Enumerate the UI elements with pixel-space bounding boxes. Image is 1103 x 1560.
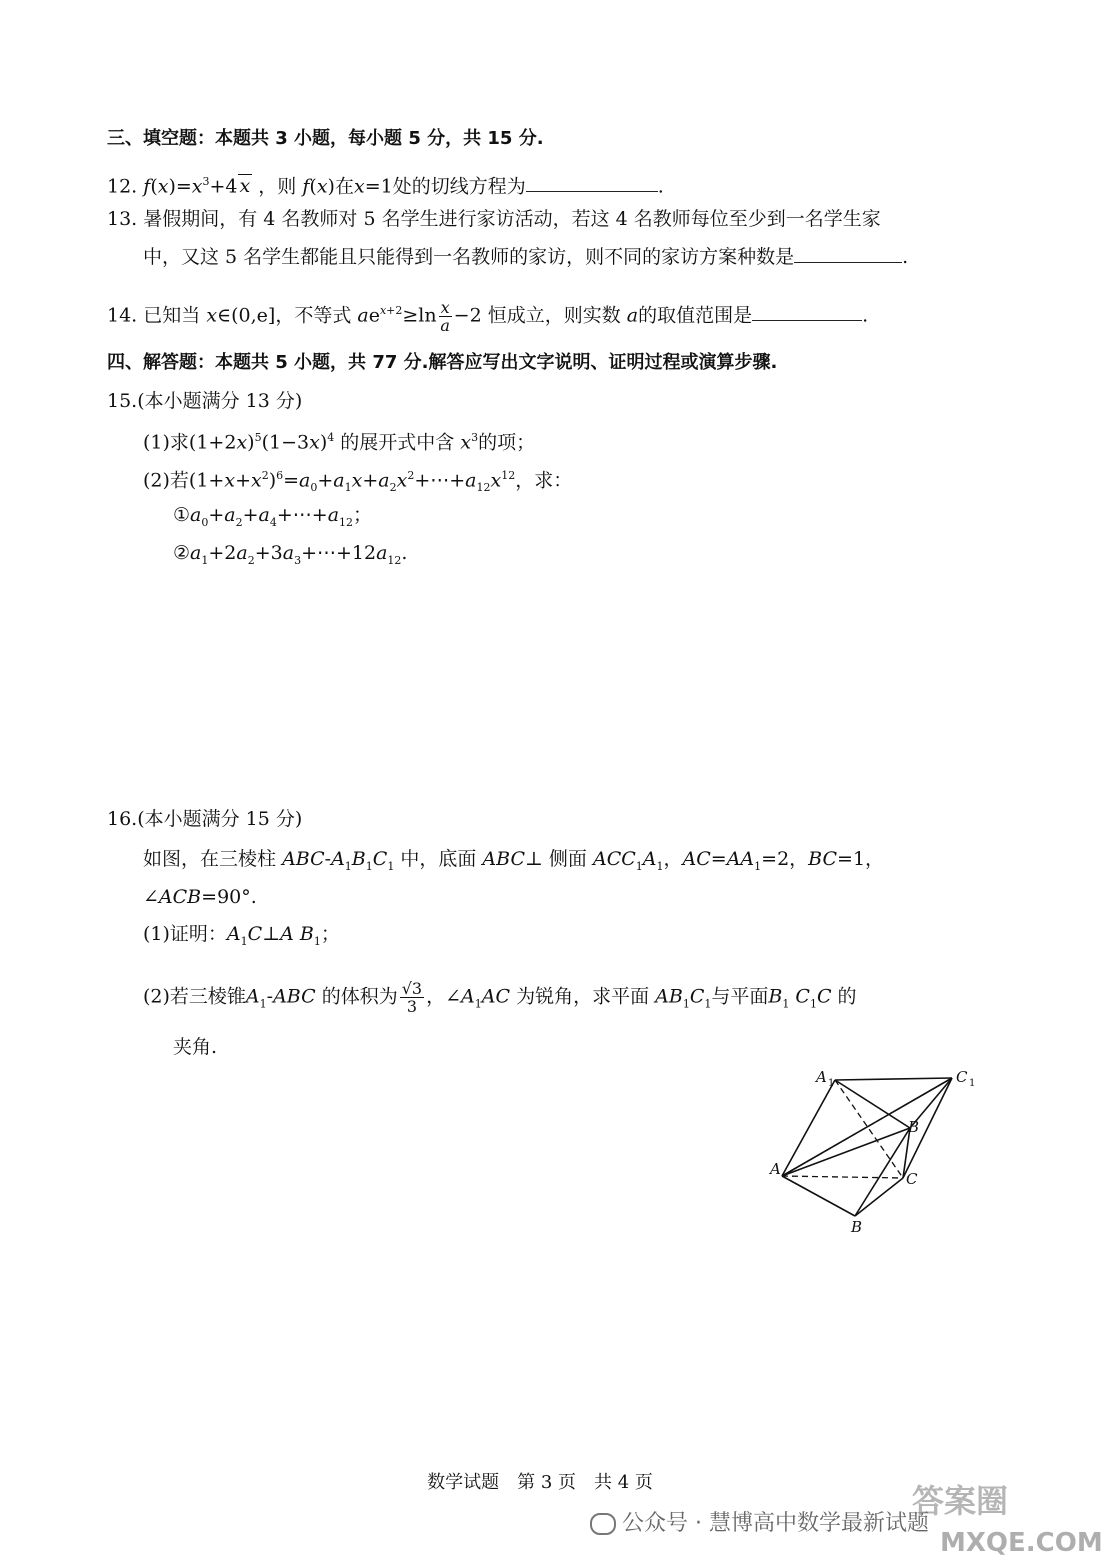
q16-number: 16.: [107, 808, 138, 830]
question-16-part2: (2)若三棱锥$A_1$-ABC 的体积为 $\frac{√3}{3}$ ，$\angle A_1AC$ 为锐角，求平面 $AB_1C_1$与平面$B_1$ $C_1C$ 的: [143, 979, 857, 1016]
question-13-line1: [107, 206, 881, 232]
prism-figure: [760, 1060, 990, 1240]
question-15-part2: (2)若$(1+x+x^2)^6=a_0+a_1x+a_2x^2+\cdots+a_{12}x^{12}$，求：: [143, 469, 573, 495]
q13-end: .: [902, 246, 909, 268]
wechat-watermark: [590, 1506, 929, 1537]
edge-A1C-dashed: [835, 1080, 903, 1178]
q14-text-a: 已知当: [143, 304, 201, 327]
q16-intro-b: 中，底面: [400, 848, 477, 870]
label-C1-sub: 1: [969, 1078, 976, 1089]
q15-part2-b: ，求：: [515, 469, 573, 492]
q12-text-c: 处的切线方程为: [392, 175, 526, 198]
q14-text-c: 恒成立，则实数: [487, 304, 621, 327]
edge-AB1: [782, 1128, 910, 1176]
section-4-heading: 四、解答题：本题共 5 小题，共 77 分.解答应写出文字说明、证明过程或演算步骤.: [107, 352, 778, 373]
question-12: 12. $f(x)=x^3+4$ x ，则 f(x)在x=1处的切线方程为 .: [107, 175, 664, 198]
q15-sub2-marker: ②: [173, 542, 191, 564]
q14-end: .: [862, 304, 869, 327]
edge-AC-dashed: [782, 1176, 903, 1178]
edge-A1B1: [835, 1080, 910, 1128]
q16-intro-c: ⊥ 侧面: [525, 848, 587, 870]
q16-part2-f: 夹角.: [173, 1036, 218, 1058]
q16-part2-d: 与平面: [711, 985, 769, 1008]
label-A1-sub: 1: [828, 1078, 835, 1089]
question-16-intro: 如图，在三棱柱 ABC-$A_1B_1C_1$ 中，底面 ABC⊥ 侧面 $ACC_1A_1$，$AC=AA_1=2$，BC=1，: [143, 848, 885, 873]
page-footer: 数学试题 第 3 页 共 4 页: [427, 1472, 653, 1493]
q14-text-b: ，不等式: [275, 304, 352, 327]
site-watermark: MXQE.COM: [940, 1528, 1103, 1558]
q15-title: (本小题满分 13 分): [137, 390, 303, 412]
q16-intro-a: 如图，在三棱柱: [143, 848, 277, 870]
q16-part1-a: (1)证明：: [143, 923, 227, 945]
label-A1: A: [816, 1068, 827, 1086]
answer-blank[interactable]: [752, 302, 862, 321]
section-3-heading: 三、填空题：本题共 3 小题，每小题 5 分，共 15 分.: [107, 128, 544, 149]
question-14: 14. 已知当 x∈(0,e]，不等式 $ae^{x+2}\ge\ln$ $\frac{x}{a}$ −2 恒成立，则实数 a的取值范围是 .: [107, 297, 869, 335]
label-B: B: [851, 1218, 863, 1236]
q15-part1-b: 的展开式中含: [340, 431, 455, 454]
q14-text-d: 的取值范围是: [638, 304, 753, 327]
question-15-title: [107, 388, 302, 414]
q15-part1-a: (1)求: [143, 431, 189, 454]
label-C1: C: [956, 1068, 968, 1086]
question-16-angle: ∠ACB=90°.: [143, 886, 257, 908]
q16-part2-a: (2)若三棱锥: [143, 985, 246, 1008]
edge-B1B: [855, 1128, 910, 1216]
q12-text-a: ，则: [258, 175, 297, 198]
q16-title: (本小题满分 15 分): [137, 808, 303, 830]
logo-watermark: 答案圈: [912, 1482, 1009, 1520]
q13-number: 13.: [107, 208, 138, 230]
edge-A1C1: [835, 1078, 952, 1080]
q13-line2: 中，又这 5 名学生都能且只能得到一名教师的家访，则不同的家访方案种数是: [143, 246, 795, 268]
wechat-icon: [590, 1513, 616, 1535]
question-15-sub1: $①a_0+a_2+a_4+\cdots+a_{12}$；: [173, 504, 373, 529]
question-13-line2: [143, 244, 908, 270]
q16-part2-e: 的: [837, 985, 857, 1008]
q15-sub1-marker: ①: [173, 504, 191, 526]
question-15-sub2: $②a_1+2a_2+3a_3+\cdots+12a_{12}$.: [173, 542, 408, 567]
label-B1: B: [908, 1118, 920, 1136]
q15-number: 15.: [107, 390, 138, 412]
question-15-part1: (1)求$(1+2x)^5(1-3x)^4$ 的展开式中含 $x^3$的项；: [143, 431, 536, 454]
q12-text-b: 在: [334, 175, 354, 198]
q15-part1-c: 的项；: [478, 431, 536, 454]
q13-line1: 暑假期间，有 4 名教师对 5 名学生进行家访活动，若这 4 名教师每位至少到一名学生家: [143, 208, 881, 230]
label-C: C: [906, 1170, 918, 1188]
q12-number: 12.: [107, 175, 138, 198]
question-16-part1: (1)证明：$A_1C\perp A$ $B_1$；: [143, 923, 340, 948]
q15-part2-a: (2)若: [143, 469, 189, 492]
q16-part2-c: 为锐角，求平面: [516, 985, 650, 1008]
question-16-part2-line2: [173, 1034, 217, 1060]
edge-BC: [855, 1178, 903, 1216]
edge-AC1: [782, 1078, 952, 1176]
edge-AB: [782, 1176, 855, 1216]
q16-part2-b: 的体积为: [321, 985, 398, 1008]
answer-blank[interactable]: [526, 173, 658, 192]
answer-blank[interactable]: [794, 244, 902, 263]
label-A: A: [770, 1160, 781, 1178]
question-16-title: [107, 806, 302, 832]
wechat-watermark-text: 公众号 · 慧博高中数学最新试题: [622, 1511, 929, 1536]
q12-end: .: [657, 175, 664, 198]
q14-number: 14.: [107, 304, 138, 327]
